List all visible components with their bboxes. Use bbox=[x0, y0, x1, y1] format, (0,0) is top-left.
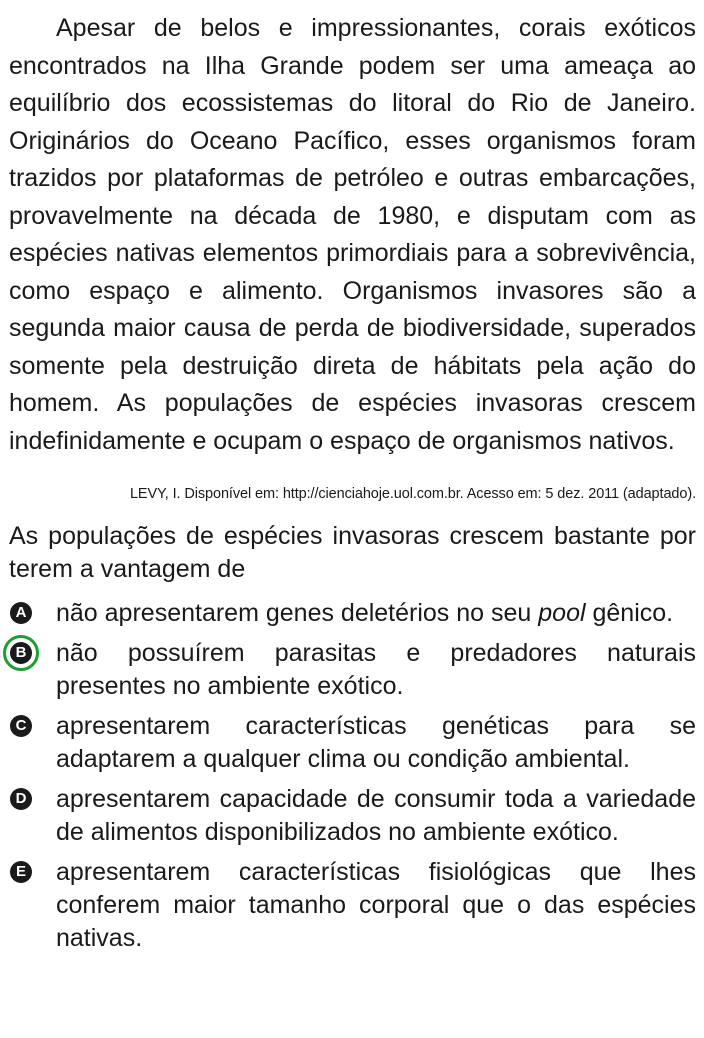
option-c-letter-badge: C bbox=[10, 715, 32, 737]
option-b-letter-badge: B bbox=[10, 642, 32, 664]
option-a-text bbox=[56, 599, 673, 627]
option-a-text-start: não apresentarem genes deletérios no seu bbox=[56, 599, 539, 627]
answer-options bbox=[9, 597, 696, 955]
question-stem: As populações de espécies invasoras crescem bastante por terem a vantagem de bbox=[9, 522, 696, 583]
option-a-text-end: gênico. bbox=[585, 599, 674, 627]
option-c[interactable] bbox=[9, 710, 696, 776]
option-e[interactable] bbox=[9, 856, 696, 955]
source-citation: LEVY, I. Disponível em: http://cienciahoje.uol.com.br. Acesso em: 5 dez. 2011 (adaptado). bbox=[129, 486, 696, 502]
option-a-letter-badge: A bbox=[10, 602, 32, 624]
option-a[interactable] bbox=[9, 597, 696, 630]
option-e-text: apresentarem características fisiológicas que lhes conferem maior tamanho corporal que o das espécies nativas. bbox=[56, 858, 696, 952]
option-e-letter-badge: E bbox=[10, 861, 32, 883]
option-c-text: apresentarem características genéticas para se adaptarem a qualquer clima ou condição ambiental. bbox=[56, 712, 696, 773]
option-b-text: não possuírem parasitas e predadores naturais presentes no ambiente exótico. bbox=[56, 639, 696, 700]
option-d[interactable] bbox=[9, 783, 696, 849]
option-d-letter-badge: D bbox=[10, 788, 32, 810]
passage-text: Apesar de belos e impressionantes, corais exóticos encontrados na Ilha Grande podem ser uma ameaça ao equilíbrio dos ecossistemas do litoral do Rio de Janeiro. Originários do Oceano Pacífico, esses organismos foram trazidos por plataformas de petróleo e outras embarcações, provavelmente na década de 1980, e disputam com as espécies nativas elementos primordiais para a sobrevivência, como espaço e alimento. Organismos invasores são a segunda maior causa de perda de biodiversidade, superados somente pela destruição direta de hábitats pela ação do homem. As populações de espécies invasoras crescem indefinidamente e ocupam o espaço de organismos nativos. bbox=[9, 14, 696, 455]
option-a-text-italic: pool bbox=[538, 599, 586, 627]
option-d-text: apresentarem capacidade de consumir toda a variedade de alimentos disponibilizados no ambiente exótico. bbox=[56, 785, 696, 846]
option-b[interactable] bbox=[9, 637, 696, 703]
